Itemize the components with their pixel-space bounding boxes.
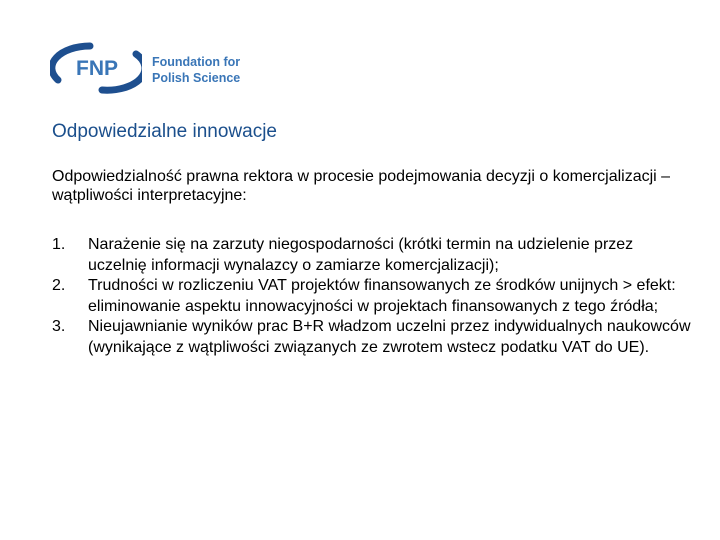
list-item <box>52 276 692 317</box>
fnp-logo-mark <box>50 40 142 96</box>
list-item-number: 3. <box>52 318 66 335</box>
list-item-number: 1. <box>52 236 66 253</box>
slide-title: Odpowiedzialne innowacje <box>52 121 277 142</box>
logo-line-1: Foundation for <box>152 55 241 69</box>
list-item <box>52 235 692 276</box>
list-item-text: Trudności w rozliczeniu VAT projektów finansowanych ze środków unijnych > efekt: eliminowanie aspektu innowacyjności w projektach finansowanych z tego źródła; <box>88 277 676 315</box>
logo-wordmark <box>152 54 240 86</box>
list-item-text: Nieujawnianie wyników prac B+R władzom uczelni przez indywidualnych naukowców (wynikające z wątpliwości związanych ze zwrotem wstecz podatku VAT do UE). <box>88 318 691 356</box>
numbered-list <box>52 235 692 358</box>
list-item-number: 2. <box>52 277 66 294</box>
list-item <box>52 317 692 358</box>
list-item-text: Narażenie się na zarzuty niegospodarności (krótki termin na udzielenie przez uczelnię informacji wynalazcy o zamiarze komercjalizacji); <box>88 236 634 274</box>
logo-acronym: FNP <box>76 57 118 80</box>
intro-paragraph: Odpowiedzialność prawna rektora w procesie podejmowania decyzji o komercjalizacji – wątpliwości interpretacyjne: <box>52 168 671 204</box>
logo-line-2: Polish Science <box>152 71 241 85</box>
fnp-logo <box>50 40 250 96</box>
